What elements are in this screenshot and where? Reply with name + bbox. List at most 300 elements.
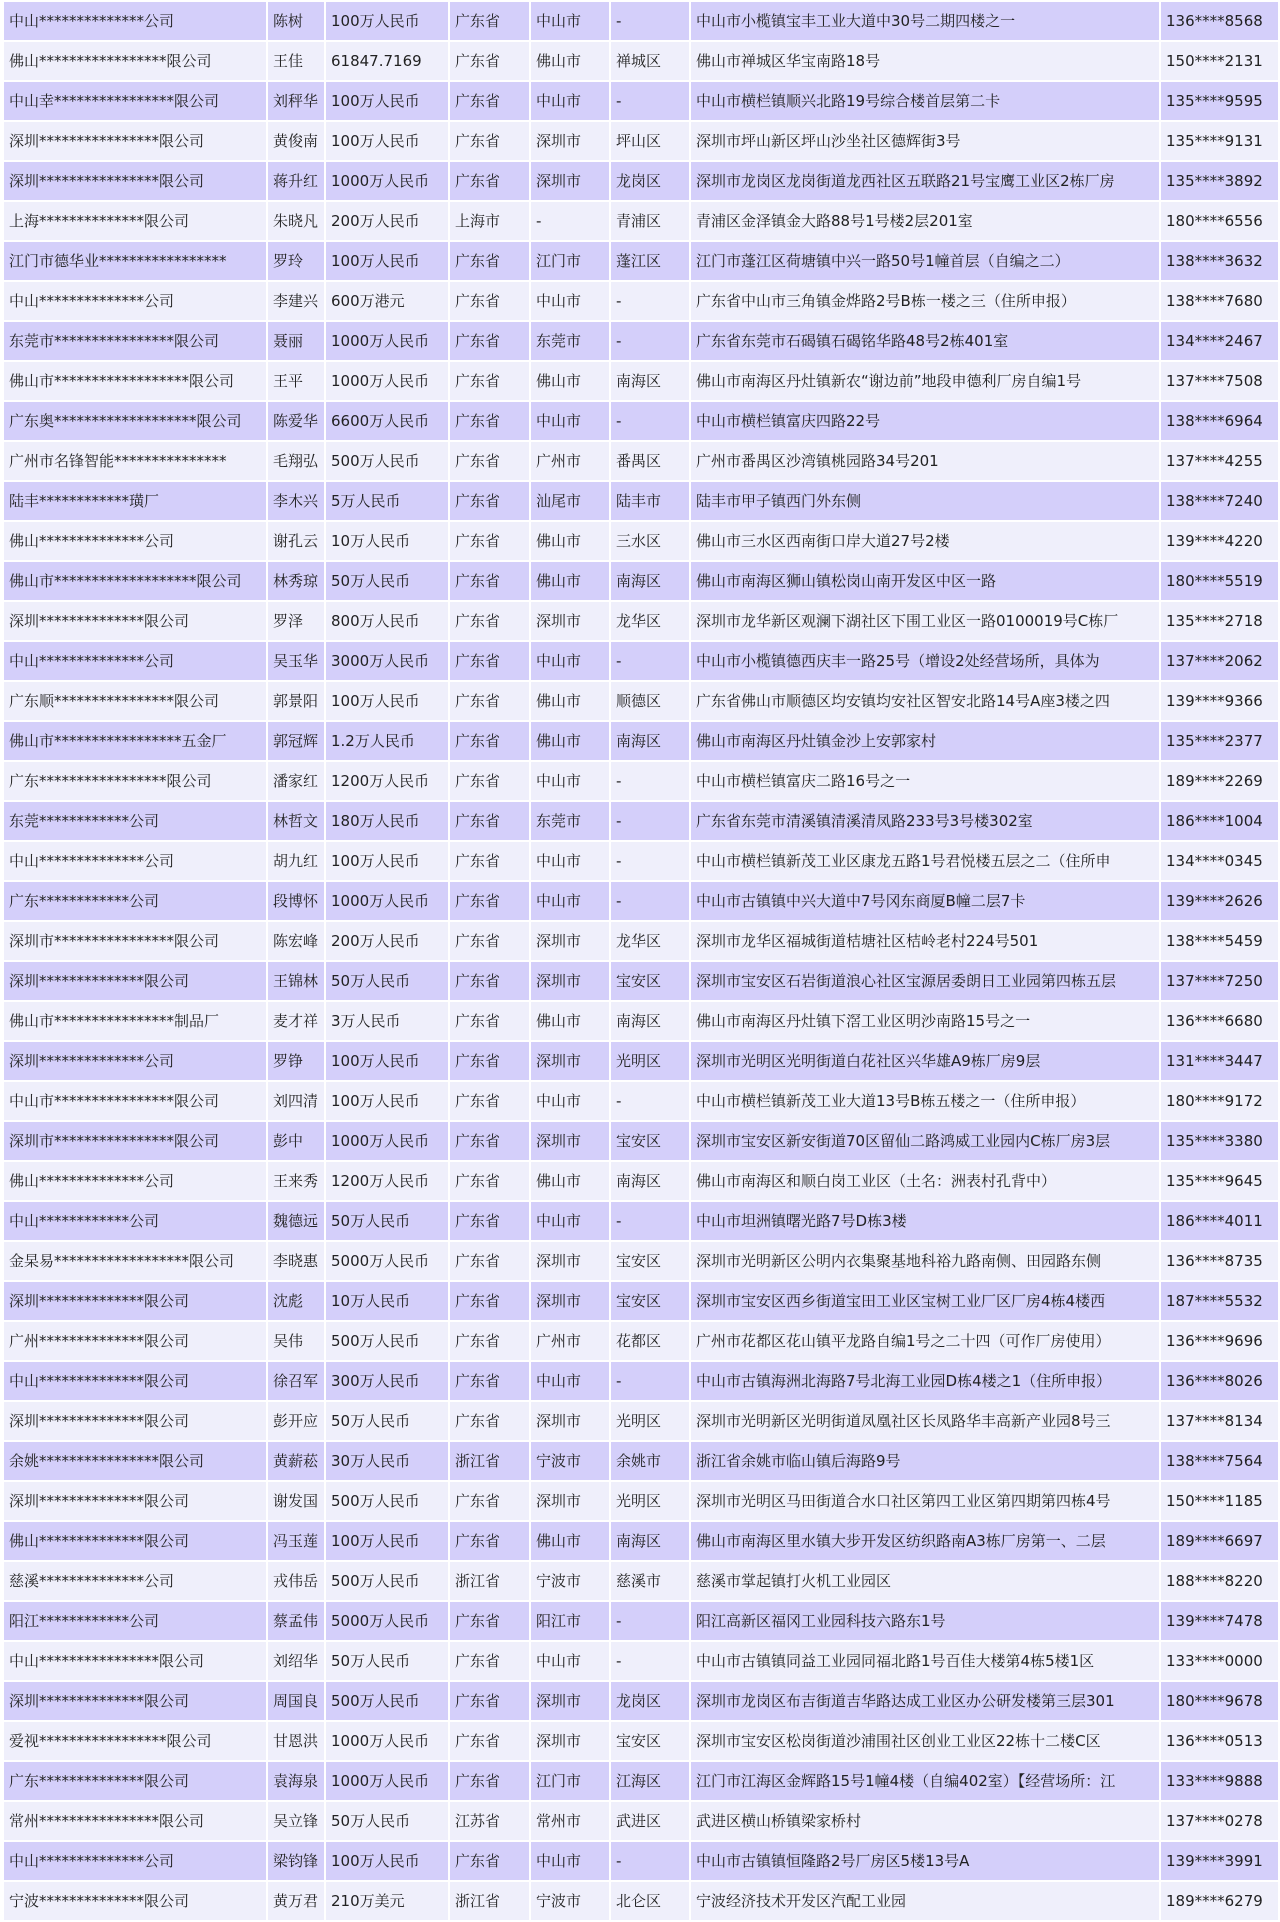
province-cell: 广东省	[449, 81, 530, 121]
province-cell: 江苏省	[449, 1801, 530, 1841]
phone-cell: 138****7564	[1160, 1441, 1279, 1481]
registered-capital-cell: 1000万人民币	[325, 881, 449, 921]
province-cell: 广东省	[449, 401, 530, 441]
city-cell: 佛山市	[530, 681, 610, 721]
city-cell: 宁波市	[530, 1561, 610, 1601]
legal-rep-cell: 陈树	[267, 1, 325, 41]
province-cell: 广东省	[449, 921, 530, 961]
table-row	[3, 1521, 1279, 1561]
registered-capital-cell: 600万港元	[325, 281, 449, 321]
province-cell: 广东省	[449, 1361, 530, 1401]
legal-rep-cell: 吴立锋	[267, 1801, 325, 1841]
address-cell: 佛山市南海区丹灶镇下滘工业区明沙南路15号之一	[690, 1001, 1160, 1041]
phone-cell: 135****9645	[1160, 1161, 1279, 1201]
table-row	[3, 561, 1279, 601]
table-row	[3, 81, 1279, 121]
company-name-cell: 佛山**************公司	[3, 1161, 267, 1201]
legal-rep-cell: 陈爱华	[267, 401, 325, 441]
legal-rep-cell: 梁钧锋	[267, 1841, 325, 1881]
registered-capital-cell: 100万人民币	[325, 1841, 449, 1881]
address-cell: 佛山市南海区丹灶镇新农“谢边前”地段申德利厂房自编1号	[690, 361, 1160, 401]
registered-capital-cell: 500万人民币	[325, 1561, 449, 1601]
city-cell: 佛山市	[530, 361, 610, 401]
company-name-cell: 深圳市****************限公司	[3, 1121, 267, 1161]
registered-capital-cell: 100万人民币	[325, 121, 449, 161]
district-cell: 南海区	[610, 721, 690, 761]
province-cell: 广东省	[449, 1241, 530, 1281]
table-row	[3, 201, 1279, 241]
company-name-cell: 宁波**************限公司	[3, 1881, 267, 1921]
table-row	[3, 1721, 1279, 1761]
company-name-cell: 深圳市****************限公司	[3, 921, 267, 961]
phone-cell: 137****8134	[1160, 1401, 1279, 1441]
district-cell: -	[610, 641, 690, 681]
table-row	[3, 1161, 1279, 1201]
city-cell: 中山市	[530, 1361, 610, 1401]
phone-cell: 134****2467	[1160, 321, 1279, 361]
city-cell: 深圳市	[530, 1401, 610, 1441]
company-name-cell: 深圳**************限公司	[3, 601, 267, 641]
phone-cell: 137****7508	[1160, 361, 1279, 401]
table-row	[3, 481, 1279, 521]
city-cell: 深圳市	[530, 1041, 610, 1081]
province-cell: 广东省	[449, 561, 530, 601]
phone-cell: 135****3892	[1160, 161, 1279, 201]
legal-rep-cell: 聂丽	[267, 321, 325, 361]
registered-capital-cell: 3000万人民币	[325, 641, 449, 681]
province-cell: 广东省	[449, 41, 530, 81]
legal-rep-cell: 李木兴	[267, 481, 325, 521]
phone-cell: 135****2377	[1160, 721, 1279, 761]
phone-cell: 180****9678	[1160, 1681, 1279, 1721]
registered-capital-cell: 180万人民币	[325, 801, 449, 841]
address-cell: 佛山市禅城区华宝南路18号	[690, 41, 1160, 81]
province-cell: 广东省	[449, 241, 530, 281]
table-row	[3, 1801, 1279, 1841]
district-cell: 龙华区	[610, 601, 690, 641]
table-row	[3, 761, 1279, 801]
district-cell: 宝安区	[610, 1241, 690, 1281]
company-name-cell: 中山****************限公司	[3, 1641, 267, 1681]
province-cell: 广东省	[449, 761, 530, 801]
registered-capital-cell: 100万人民币	[325, 681, 449, 721]
phone-cell: 186****1004	[1160, 801, 1279, 841]
city-cell: 汕尾市	[530, 481, 610, 521]
district-cell: -	[610, 881, 690, 921]
district-cell: 禅城区	[610, 41, 690, 81]
legal-rep-cell: 朱晓凡	[267, 201, 325, 241]
registered-capital-cell: 1200万人民币	[325, 1161, 449, 1201]
phone-cell: 136****8735	[1160, 1241, 1279, 1281]
phone-cell: 139****4220	[1160, 521, 1279, 561]
legal-rep-cell: 彭开应	[267, 1401, 325, 1441]
registered-capital-cell: 800万人民币	[325, 601, 449, 641]
table-row	[3, 281, 1279, 321]
address-cell: 武进区横山桥镇梁家桥村	[690, 1801, 1160, 1841]
registered-capital-cell: 1000万人民币	[325, 161, 449, 201]
legal-rep-cell: 罗泽	[267, 601, 325, 641]
legal-rep-cell: 李建兴	[267, 281, 325, 321]
phone-cell: 138****5459	[1160, 921, 1279, 961]
district-cell: 宝安区	[610, 1721, 690, 1761]
address-cell: 阳江高新区福冈工业园科技六路东1号	[690, 1601, 1160, 1641]
city-cell: 广州市	[530, 441, 610, 481]
phone-cell: 188****8220	[1160, 1561, 1279, 1601]
province-cell: 广东省	[449, 1521, 530, 1561]
address-cell: 广州市花都区花山镇平龙路自编1号之二十四（可作厂房使用）	[690, 1321, 1160, 1361]
company-name-cell: 慈溪**************公司	[3, 1561, 267, 1601]
legal-rep-cell: 王来秀	[267, 1161, 325, 1201]
phone-cell: 186****4011	[1160, 1201, 1279, 1241]
registered-capital-cell: 10万人民币	[325, 1281, 449, 1321]
district-cell: -	[610, 801, 690, 841]
legal-rep-cell: 潘家红	[267, 761, 325, 801]
province-cell: 广东省	[449, 1601, 530, 1641]
table-row	[3, 681, 1279, 721]
registered-capital-cell: 100万人民币	[325, 841, 449, 881]
province-cell: 广东省	[449, 681, 530, 721]
company-name-cell: 佛山市******************限公司	[3, 361, 267, 401]
legal-rep-cell: 周国良	[267, 1681, 325, 1721]
company-name-cell: 深圳****************限公司	[3, 121, 267, 161]
address-cell: 广东省中山市三角镇金烨路2号B栋一楼之三（住所申报）	[690, 281, 1160, 321]
address-cell: 中山市古镇海洲北海路7号北海工业园D栋4楼之1（住所申报）	[690, 1361, 1160, 1401]
legal-rep-cell: 刘绍华	[267, 1641, 325, 1681]
table-row	[3, 1361, 1279, 1401]
phone-cell: 189****6697	[1160, 1521, 1279, 1561]
registered-capital-cell: 1000万人民币	[325, 1761, 449, 1801]
city-cell: 深圳市	[530, 1241, 610, 1281]
legal-rep-cell: 郭冠辉	[267, 721, 325, 761]
table-row	[3, 121, 1279, 161]
city-cell: 中山市	[530, 641, 610, 681]
legal-rep-cell: 毛翔弘	[267, 441, 325, 481]
legal-rep-cell: 郭景阳	[267, 681, 325, 721]
city-cell: 中山市	[530, 841, 610, 881]
district-cell: -	[610, 1601, 690, 1641]
address-cell: 中山市古镇镇恒隆路2号厂房区5楼13号A	[690, 1841, 1160, 1881]
district-cell: -	[610, 81, 690, 121]
table-row	[3, 361, 1279, 401]
city-cell: 宁波市	[530, 1881, 610, 1921]
company-name-cell: 常州****************限公司	[3, 1801, 267, 1841]
registered-capital-cell: 1200万人民币	[325, 761, 449, 801]
registered-capital-cell: 100万人民币	[325, 241, 449, 281]
phone-cell: 138****7680	[1160, 281, 1279, 321]
phone-cell: 135****3380	[1160, 1121, 1279, 1161]
province-cell: 广东省	[449, 801, 530, 841]
phone-cell: 136****0513	[1160, 1721, 1279, 1761]
company-name-cell: 中山幸****************限公司	[3, 81, 267, 121]
address-cell: 佛山市南海区丹灶镇金沙上安郭家村	[690, 721, 1160, 761]
province-cell: 广东省	[449, 1, 530, 41]
district-cell: 龙华区	[610, 921, 690, 961]
address-cell: 中山市横栏镇富庆二路16号之一	[690, 761, 1160, 801]
legal-rep-cell: 徐召军	[267, 1361, 325, 1401]
registered-capital-cell: 100万人民币	[325, 1081, 449, 1121]
phone-cell: 137****4255	[1160, 441, 1279, 481]
table-row	[3, 1001, 1279, 1041]
registered-capital-cell: 50万人民币	[325, 1801, 449, 1841]
legal-rep-cell: 彭中	[267, 1121, 325, 1161]
registered-capital-cell: 500万人民币	[325, 441, 449, 481]
registered-capital-cell: 500万人民币	[325, 1321, 449, 1361]
city-cell: 佛山市	[530, 41, 610, 81]
phone-cell: 138****3632	[1160, 241, 1279, 281]
province-cell: 广东省	[449, 601, 530, 641]
company-name-cell: 深圳**************限公司	[3, 961, 267, 1001]
registered-capital-cell: 50万人民币	[325, 1641, 449, 1681]
company-name-cell: 广东************公司	[3, 881, 267, 921]
registered-capital-cell: 100万人民币	[325, 1521, 449, 1561]
legal-rep-cell: 刘四清	[267, 1081, 325, 1121]
registered-capital-cell: 50万人民币	[325, 1401, 449, 1441]
city-cell: 中山市	[530, 81, 610, 121]
province-cell: 广东省	[449, 961, 530, 1001]
company-name-cell: 余姚****************限公司	[3, 1441, 267, 1481]
city-cell: 深圳市	[530, 1681, 610, 1721]
registered-capital-cell: 200万人民币	[325, 921, 449, 961]
district-cell: 南海区	[610, 1161, 690, 1201]
table-row	[3, 841, 1279, 881]
address-cell: 宁波经济技术开发区汽配工业园	[690, 1881, 1160, 1921]
legal-rep-cell: 王佳	[267, 41, 325, 81]
table-row	[3, 641, 1279, 681]
company-name-cell: 广州**************限公司	[3, 1321, 267, 1361]
company-records-table	[2, 0, 1280, 1922]
city-cell: -	[530, 201, 610, 241]
phone-cell: 136****8026	[1160, 1361, 1279, 1401]
address-cell: 陆丰市甲子镇西门外东侧	[690, 481, 1160, 521]
table-row	[3, 1201, 1279, 1241]
city-cell: 东莞市	[530, 321, 610, 361]
city-cell: 中山市	[530, 401, 610, 441]
district-cell: 番禺区	[610, 441, 690, 481]
phone-cell: 150****1185	[1160, 1481, 1279, 1521]
district-cell: 龙岗区	[610, 1681, 690, 1721]
registered-capital-cell: 100万人民币	[325, 81, 449, 121]
district-cell: 南海区	[610, 1521, 690, 1561]
address-cell: 深圳市龙岗区布吉街道吉华路达成工业区办公研发楼第三层301	[690, 1681, 1160, 1721]
city-cell: 深圳市	[530, 1281, 610, 1321]
legal-rep-cell: 魏德远	[267, 1201, 325, 1241]
registered-capital-cell: 1000万人民币	[325, 361, 449, 401]
district-cell: 顺德区	[610, 681, 690, 721]
province-cell: 广东省	[449, 1641, 530, 1681]
address-cell: 深圳市光明区光明街道白花社区兴华雄A9栋厂房9层	[690, 1041, 1160, 1081]
city-cell: 佛山市	[530, 521, 610, 561]
address-cell: 中山市古镇镇同益工业园同福北路1号百佳大楼第4栋5楼1区	[690, 1641, 1160, 1681]
province-cell: 广东省	[449, 721, 530, 761]
address-cell: 青浦区金泽镇金大路88号1号楼2层201室	[690, 201, 1160, 241]
phone-cell: 133****9888	[1160, 1761, 1279, 1801]
company-name-cell: 深圳**************限公司	[3, 1401, 267, 1441]
district-cell: 武进区	[610, 1801, 690, 1841]
legal-rep-cell: 罗铮	[267, 1041, 325, 1081]
address-cell: 江门市蓬江区荷塘镇中兴一路50号1幢首层（自编之二）	[690, 241, 1160, 281]
phone-cell: 136****8568	[1160, 1, 1279, 41]
province-cell: 浙江省	[449, 1441, 530, 1481]
city-cell: 中山市	[530, 1201, 610, 1241]
table-row	[3, 161, 1279, 201]
phone-cell: 138****6964	[1160, 401, 1279, 441]
address-cell: 深圳市宝安区石岩街道浪心社区宝源居委朗日工业园第四栋五层	[690, 961, 1160, 1001]
district-cell: 陆丰市	[610, 481, 690, 521]
table-row	[3, 521, 1279, 561]
registered-capital-cell: 5000万人民币	[325, 1241, 449, 1281]
company-name-cell: 中山市****************限公司	[3, 1081, 267, 1121]
company-name-cell: 中山**************公司	[3, 1, 267, 41]
company-name-cell: 东莞************公司	[3, 801, 267, 841]
address-cell: 深圳市宝安区西乡街道宝田工业区宝树工业厂区厂房4栋4楼西	[690, 1281, 1160, 1321]
city-cell: 佛山市	[530, 721, 610, 761]
table-row	[3, 1761, 1279, 1801]
city-cell: 深圳市	[530, 1121, 610, 1161]
city-cell: 江门市	[530, 241, 610, 281]
address-cell: 广州市番禺区沙湾镇桃园路34号201	[690, 441, 1160, 481]
province-cell: 广东省	[449, 121, 530, 161]
company-name-cell: 中山**************公司	[3, 641, 267, 681]
phone-cell: 133****0000	[1160, 1641, 1279, 1681]
legal-rep-cell: 胡九红	[267, 841, 325, 881]
company-name-cell: 中山**************公司	[3, 281, 267, 321]
city-cell: 深圳市	[530, 601, 610, 641]
registered-capital-cell: 500万人民币	[325, 1681, 449, 1721]
registered-capital-cell: 300万人民币	[325, 1361, 449, 1401]
address-cell: 中山市横栏镇新茂工业大道13号B栋五楼之一（住所申报）	[690, 1081, 1160, 1121]
address-cell: 中山市古镇镇中兴大道中7号冈东商厦B幢二层7卡	[690, 881, 1160, 921]
company-name-cell: 爱视*****************限公司	[3, 1721, 267, 1761]
registered-capital-cell: 1.2万人民币	[325, 721, 449, 761]
table-row	[3, 721, 1279, 761]
table-row	[3, 241, 1279, 281]
table-row	[3, 1441, 1279, 1481]
address-cell: 慈溪市掌起镇打火机工业园区	[690, 1561, 1160, 1601]
address-cell: 中山市小榄镇德西庆丰一路25号（增设2处经营场所，具体为	[690, 641, 1160, 681]
registered-capital-cell: 1000万人民币	[325, 1721, 449, 1761]
table-row	[3, 1881, 1279, 1921]
company-name-cell: 东莞市****************限公司	[3, 321, 267, 361]
city-cell: 中山市	[530, 1641, 610, 1681]
company-name-cell: 深圳**************限公司	[3, 1481, 267, 1521]
address-cell: 佛山市南海区和顺白岗工业区（土名：洲表村孔背中）	[690, 1161, 1160, 1201]
company-name-cell: 深圳**************公司	[3, 1041, 267, 1081]
registered-capital-cell: 5000万人民币	[325, 1601, 449, 1641]
city-cell: 深圳市	[530, 1481, 610, 1521]
province-cell: 广东省	[449, 1481, 530, 1521]
phone-cell: 137****2062	[1160, 641, 1279, 681]
province-cell: 广东省	[449, 1121, 530, 1161]
district-cell: 南海区	[610, 561, 690, 601]
company-name-cell: 广东*****************限公司	[3, 761, 267, 801]
legal-rep-cell: 吴玉华	[267, 641, 325, 681]
address-cell: 中山市坦洲镇曙光路7号D栋3楼	[690, 1201, 1160, 1241]
address-cell: 深圳市龙华新区观澜下湖社区下围工业区一路0100019号C栋厂	[690, 601, 1160, 641]
table-row	[3, 1121, 1279, 1161]
company-name-cell: 广东**************限公司	[3, 1761, 267, 1801]
registered-capital-cell: 1000万人民币	[325, 321, 449, 361]
legal-rep-cell: 林秀琼	[267, 561, 325, 601]
registered-capital-cell: 10万人民币	[325, 521, 449, 561]
phone-cell: 137****0278	[1160, 1801, 1279, 1841]
address-cell: 佛山市三水区西南街口岸大道27号2楼	[690, 521, 1160, 561]
district-cell: -	[610, 1201, 690, 1241]
legal-rep-cell: 李晓惠	[267, 1241, 325, 1281]
phone-cell: 150****2131	[1160, 41, 1279, 81]
province-cell: 广东省	[449, 521, 530, 561]
address-cell: 深圳市光明区马田街道合水口社区第四工业区第四期第四栋4号	[690, 1481, 1160, 1521]
company-name-cell: 广州市名锋智能***************	[3, 441, 267, 481]
district-cell: 光明区	[610, 1041, 690, 1081]
company-name-cell: 中山************公司	[3, 1201, 267, 1241]
province-cell: 广东省	[449, 1041, 530, 1081]
phone-cell: 136****6680	[1160, 1001, 1279, 1041]
phone-cell: 180****6556	[1160, 201, 1279, 241]
legal-rep-cell: 蒋升红	[267, 161, 325, 201]
phone-cell: 135****9131	[1160, 121, 1279, 161]
address-cell: 中山市横栏镇顺兴北路19号综合楼首层第二卡	[690, 81, 1160, 121]
table-row	[3, 1401, 1279, 1441]
district-cell: 蓬江区	[610, 241, 690, 281]
province-cell: 广东省	[449, 1401, 530, 1441]
address-cell: 深圳市光明新区公明内衣集聚基地科裕九路南侧、田园路东侧	[690, 1241, 1160, 1281]
city-cell: 常州市	[530, 1801, 610, 1841]
province-cell: 广东省	[449, 1081, 530, 1121]
table-row	[3, 1601, 1279, 1641]
address-cell: 深圳市宝安区新安街道70区留仙二路鸿威工业园内C栋厂房3层	[690, 1121, 1160, 1161]
phone-cell: 138****7240	[1160, 481, 1279, 521]
phone-cell: 139****7478	[1160, 1601, 1279, 1641]
table-row	[3, 1481, 1279, 1521]
province-cell: 广东省	[449, 321, 530, 361]
registered-capital-cell: 500万人民币	[325, 1481, 449, 1521]
district-cell: -	[610, 841, 690, 881]
company-name-cell: 广东顺****************限公司	[3, 681, 267, 721]
city-cell: 东莞市	[530, 801, 610, 841]
legal-rep-cell: 陈宏峰	[267, 921, 325, 961]
legal-rep-cell: 黄薪菘	[267, 1441, 325, 1481]
company-name-cell: 中山**************公司	[3, 1841, 267, 1881]
company-name-cell: 上海**************限公司	[3, 201, 267, 241]
phone-cell: 139****9366	[1160, 681, 1279, 721]
phone-cell: 180****5519	[1160, 561, 1279, 601]
registered-capital-cell: 100万人民币	[325, 1041, 449, 1081]
district-cell: 青浦区	[610, 201, 690, 241]
province-cell: 广东省	[449, 881, 530, 921]
province-cell: 广东省	[449, 1001, 530, 1041]
table-row	[3, 441, 1279, 481]
table-row	[3, 1681, 1279, 1721]
city-cell: 深圳市	[530, 121, 610, 161]
district-cell: -	[610, 1361, 690, 1401]
address-cell: 中山市小榄镇宝丰工业大道中30号二期四楼之一	[690, 1, 1160, 41]
phone-cell: 189****6279	[1160, 1881, 1279, 1921]
company-name-cell: 中山**************公司	[3, 841, 267, 881]
district-cell: 宝安区	[610, 1121, 690, 1161]
registered-capital-cell: 6600万人民币	[325, 401, 449, 441]
legal-rep-cell: 黄俊南	[267, 121, 325, 161]
table-row	[3, 921, 1279, 961]
province-cell: 广东省	[449, 641, 530, 681]
province-cell: 广东省	[449, 361, 530, 401]
legal-rep-cell: 麦才祥	[267, 1001, 325, 1041]
city-cell: 中山市	[530, 281, 610, 321]
province-cell: 广东省	[449, 1681, 530, 1721]
district-cell: 江海区	[610, 1761, 690, 1801]
phone-cell: 139****3991	[1160, 1841, 1279, 1881]
district-cell: 花都区	[610, 1321, 690, 1361]
legal-rep-cell: 王平	[267, 361, 325, 401]
